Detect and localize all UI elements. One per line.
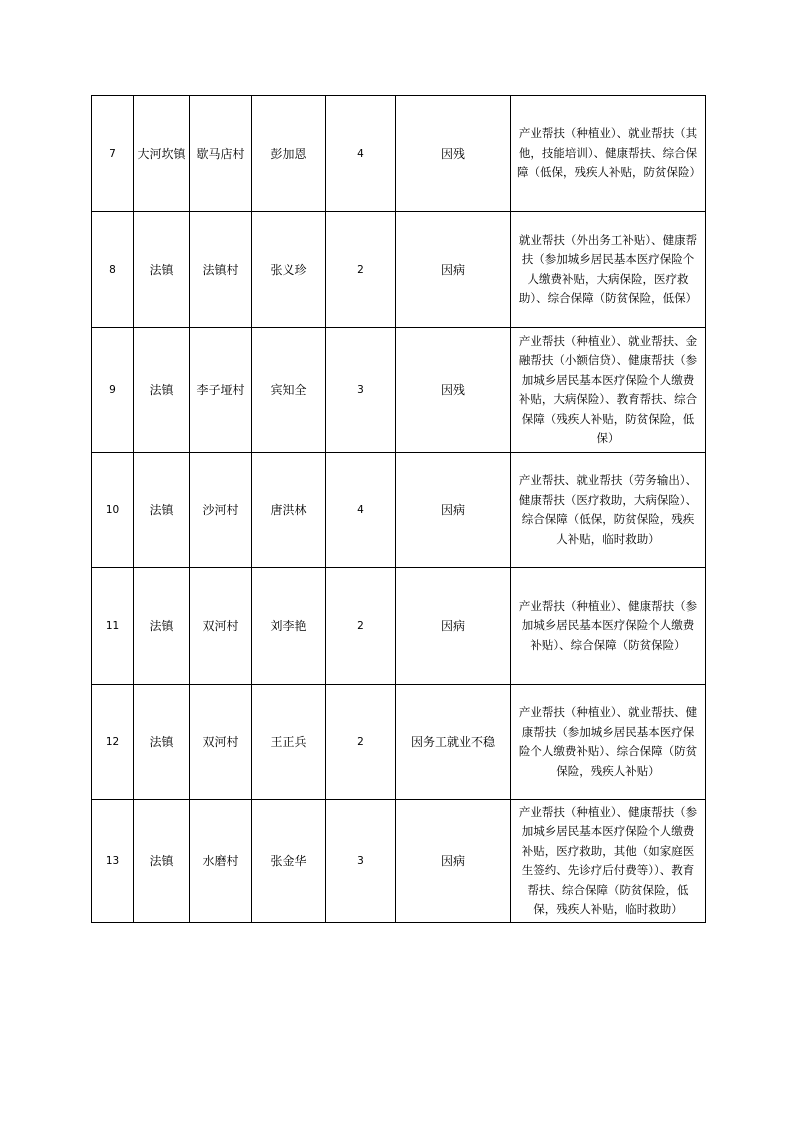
- aid-measures-cell: 产业帮扶（种植业）、就业帮扶、健康帮扶（参加城乡居民基本医疗保险个人缴费补贴）、综合保障（防贫保险，残疾人补贴）: [511, 685, 706, 800]
- town-cell: 法镇: [134, 685, 190, 800]
- poverty-cause-cell: 因务工就业不稳: [396, 685, 511, 800]
- row-number: 11: [92, 568, 134, 685]
- row-number: 12: [92, 685, 134, 800]
- village-cell: 水磨村: [190, 800, 252, 923]
- table-row: [92, 800, 706, 923]
- village-cell: 法镇村: [190, 212, 252, 328]
- row-number: 7: [92, 96, 134, 212]
- aid-measures-cell: 产业帮扶、就业帮扶（劳务输出）、健康帮扶（医疗救助，大病保险）、综合保障（低保，防贫保险，残疾人补贴，临时救助）: [511, 453, 706, 568]
- name-cell: 宾知全: [252, 328, 326, 453]
- name-cell: 张义珍: [252, 212, 326, 328]
- poverty-cause-cell: 因病: [396, 568, 511, 685]
- row-number: 13: [92, 800, 134, 923]
- household-size-cell: 4: [326, 96, 396, 212]
- village-cell: 李子垭村: [190, 328, 252, 453]
- town-cell: 法镇: [134, 212, 190, 328]
- household-size-cell: 4: [326, 453, 396, 568]
- aid-measures-cell: 产业帮扶（种植业）、就业帮扶、金融帮扶（小额信贷）、健康帮扶（参加城乡居民基本医疗保险个人缴费补贴，大病保险）、教育帮扶、综合保障（残疾人补贴，防贫保险，低保）: [511, 328, 706, 453]
- row-number: 10: [92, 453, 134, 568]
- village-cell: 双河村: [190, 568, 252, 685]
- name-cell: 张金华: [252, 800, 326, 923]
- household-size-cell: 2: [326, 568, 396, 685]
- poverty-cause-cell: 因病: [396, 800, 511, 923]
- table-row: [92, 453, 706, 568]
- village-cell: 歇马店村: [190, 96, 252, 212]
- poverty-cause-cell: 因病: [396, 453, 511, 568]
- town-cell: 法镇: [134, 328, 190, 453]
- household-size-cell: 3: [326, 800, 396, 923]
- table-row: [92, 568, 706, 685]
- aid-measures-cell: 产业帮扶（种植业）、健康帮扶（参加城乡居民基本医疗保险个人缴费补贴，医疗救助，其他（如家庭医生签约、先诊疗后付费等））、教育帮扶、综合保障（防贫保险，低保，残疾人补贴，临时救助）: [511, 800, 706, 923]
- household-size-cell: 2: [326, 212, 396, 328]
- table-row: [92, 328, 706, 453]
- village-cell: 沙河村: [190, 453, 252, 568]
- poverty-cause-cell: 因残: [396, 328, 511, 453]
- table-row: [92, 685, 706, 800]
- household-size-cell: 3: [326, 328, 396, 453]
- name-cell: 王正兵: [252, 685, 326, 800]
- name-cell: 唐洪林: [252, 453, 326, 568]
- aid-measures-cell: 就业帮扶（外出务工补贴）、健康帮扶（参加城乡居民基本医疗保险个人缴费补贴，大病保险，医疗救助）、综合保障（防贫保险，低保）: [511, 212, 706, 328]
- poverty-cause-cell: 因病: [396, 212, 511, 328]
- poverty-cause-cell: 因残: [396, 96, 511, 212]
- aid-household-table: [91, 95, 706, 923]
- row-number: 9: [92, 328, 134, 453]
- town-cell: 大河坎镇: [134, 96, 190, 212]
- aid-measures-cell: 产业帮扶（种植业）、健康帮扶（参加城乡居民基本医疗保险个人缴费补贴）、综合保障（防贫保险）: [511, 568, 706, 685]
- row-number: 8: [92, 212, 134, 328]
- town-cell: 法镇: [134, 800, 190, 923]
- village-cell: 双河村: [190, 685, 252, 800]
- town-cell: 法镇: [134, 453, 190, 568]
- town-cell: 法镇: [134, 568, 190, 685]
- table-row: [92, 96, 706, 212]
- aid-measures-cell: 产业帮扶（种植业）、就业帮扶（其他，技能培训）、健康帮扶、综合保障（低保，残疾人补贴，防贫保险）: [511, 96, 706, 212]
- household-size-cell: 2: [326, 685, 396, 800]
- name-cell: 彭加恩: [252, 96, 326, 212]
- name-cell: 刘李艳: [252, 568, 326, 685]
- table-row: [92, 212, 706, 328]
